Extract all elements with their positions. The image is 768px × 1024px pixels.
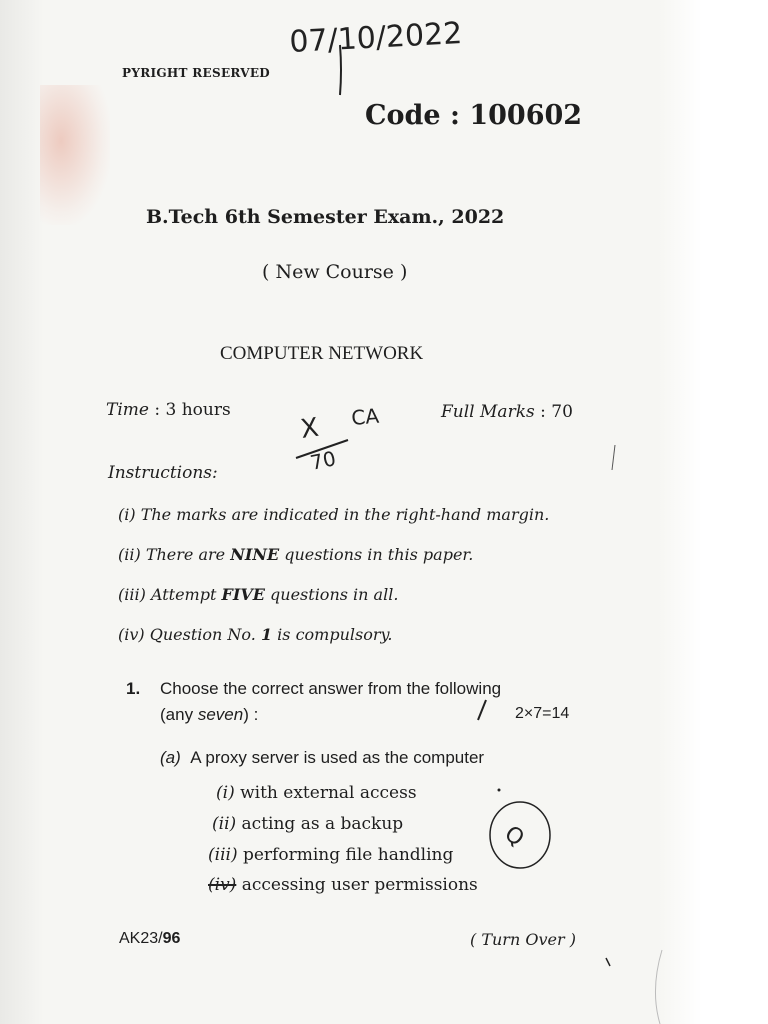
question-text-emphasis: seven	[197, 705, 244, 724]
answer-option	[212, 814, 403, 834]
time-value: 3 hours	[165, 400, 231, 420]
option-num: (ii)	[212, 814, 237, 834]
handwritten-mark: X	[298, 412, 321, 445]
code-value: 100602	[469, 100, 583, 131]
handwritten-denominator: 70	[308, 446, 338, 475]
question-marks: 2×7=14	[515, 705, 570, 722]
footer-paper-code	[119, 930, 180, 948]
full-marks: Full Marks : 70	[441, 402, 573, 422]
footer-code-text: AK23/	[119, 930, 163, 947]
question-text-part: ) :	[243, 705, 259, 724]
handwritten-date: 07/10/2022	[288, 15, 464, 60]
marks-label: Full Marks	[441, 402, 535, 422]
copyright-notice: PYRIGHT RESERVED	[122, 66, 271, 80]
marks-value: 70	[551, 402, 573, 422]
sub-question	[160, 748, 484, 768]
date-stroke	[340, 45, 341, 95]
answer-option	[216, 783, 417, 803]
turn-over-note: ( Turn Over )	[470, 930, 576, 949]
sub-question-label: (a)	[160, 748, 181, 767]
exam-title: B.Tech 6th Semester Exam., 2022	[146, 206, 505, 228]
instruction-num: (ii)	[118, 545, 141, 564]
instructions-heading: Instructions:	[108, 463, 218, 483]
question-text-continued	[160, 705, 258, 725]
option-num: (i)	[216, 783, 235, 803]
instruction-text: questions in this paper.	[284, 545, 474, 564]
handwritten-circled-letter: Q	[499, 821, 529, 852]
instruction-item	[118, 585, 398, 604]
instruction-text: The marks are indicated in the right-hand margin.	[140, 505, 550, 524]
time-label: Time	[106, 400, 149, 420]
question-text: Choose the correct answer from the following	[160, 679, 502, 698]
pen-dot	[498, 789, 501, 792]
instruction-text: Attempt	[150, 585, 217, 604]
option-num: (iv)	[208, 875, 237, 895]
instruction-num: (iv)	[118, 625, 145, 644]
handwritten-initials: CA	[350, 403, 380, 430]
paper-stain	[40, 85, 110, 225]
handwritten-circle	[490, 802, 550, 868]
course-type: ( New Course )	[262, 261, 408, 283]
pen-mark	[478, 700, 486, 720]
question-number: 1.	[126, 679, 141, 698]
option-text: performing file handling	[242, 845, 454, 865]
code-label: Code	[365, 100, 441, 131]
instruction-emphasis: FIVE	[221, 585, 265, 604]
sub-question-text: A proxy server is used as the computer	[190, 748, 485, 767]
page-edge	[655, 950, 662, 1024]
option-text: accessing user permissions	[241, 875, 478, 895]
instruction-item	[118, 545, 473, 564]
answer-option	[208, 875, 478, 895]
fraction-line	[296, 440, 348, 458]
instruction-item	[118, 505, 549, 524]
margin-mark	[612, 445, 615, 470]
instruction-emphasis: NINE	[230, 545, 280, 564]
instruction-text: Question No.	[149, 625, 256, 644]
instruction-item	[118, 625, 393, 644]
option-text: acting as a backup	[241, 814, 404, 834]
footer-code-bold: 96	[162, 930, 181, 947]
margin-mark	[606, 958, 610, 966]
instruction-num: (i)	[118, 505, 136, 524]
instruction-text: questions in all.	[270, 585, 399, 604]
instruction-num: (iii)	[118, 585, 146, 604]
option-num: (iii)	[208, 845, 238, 865]
time-allowed: Time : 3 hours	[106, 400, 231, 420]
instruction-emphasis: 1	[260, 625, 273, 644]
paper-code: Code : 100602	[365, 100, 583, 131]
option-text: with external access	[240, 783, 417, 803]
instruction-text: There are	[145, 545, 226, 564]
question-text-part: (any	[160, 705, 194, 724]
instruction-text: is compulsory.	[277, 625, 393, 644]
subject-title: COMPUTER NETWORK	[220, 343, 424, 364]
answer-option	[208, 845, 453, 865]
